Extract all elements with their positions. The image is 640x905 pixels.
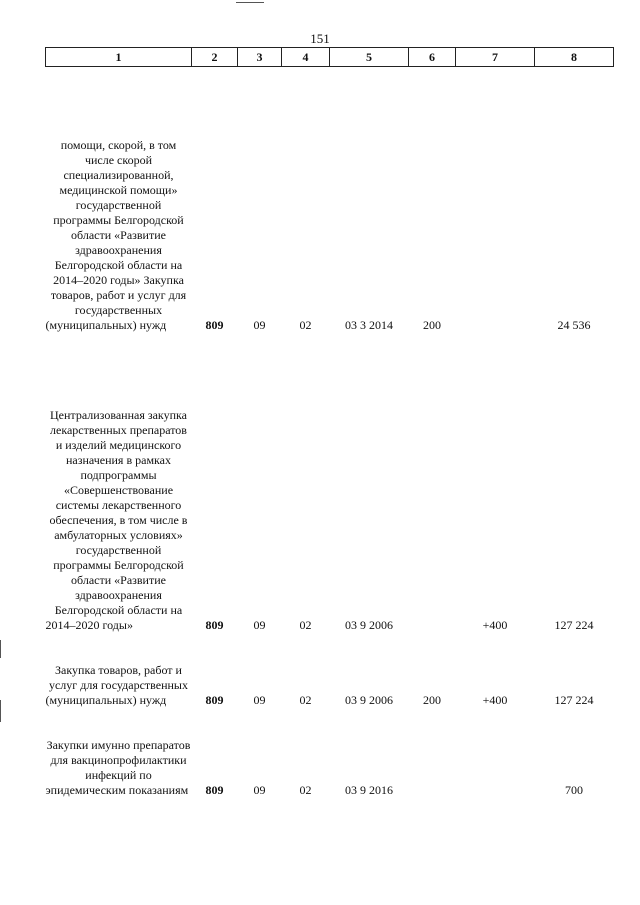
row-change <box>456 708 535 798</box>
row-code-3: 09 <box>253 782 266 797</box>
row-code-3: 09 <box>253 317 266 332</box>
row-code-5: 03 3 2014 <box>345 317 393 332</box>
row-change: +400 <box>482 692 508 707</box>
row-amount: 127 224 <box>554 617 594 632</box>
budget-table <box>45 47 614 798</box>
row-code-4: 02 <box>299 317 312 332</box>
row-code-5: 03 9 2006 <box>345 617 393 632</box>
header-col-7: 7 <box>456 48 535 67</box>
table-row <box>46 633 614 708</box>
header-col-6: 6 <box>409 48 456 67</box>
header-col-3: 3 <box>238 48 282 67</box>
header-col-5: 5 <box>330 48 409 67</box>
header-col-8: 8 <box>535 48 614 67</box>
row-amount: 127 224 <box>554 692 594 707</box>
row-description: помощи, скорой, в том числе скорой специализированной, медицинской помощи» государственной программы Белгородской области «Развитие здравоохранения Белгородской области на 2014–2020 годы» Закупка товаров, работ и услуг для государственных (муниципальных) нужд <box>45 137 187 332</box>
page-number: 151 <box>310 31 330 46</box>
row-code-6: 200 <box>423 317 441 332</box>
header-col-2: 2 <box>192 48 238 67</box>
row-description: Централизованная закупка лекарственных препаратов и изделий медицинского назначения в рамках подпрограммы «Совершенствование системы лекарственного обеспечения, в том числе в амбулаторных условиях» государственной программы Белгородской области «Развитие здравоохранения Белгородской области на 2014–2020 годы» <box>45 407 188 632</box>
header-col-4: 4 <box>282 48 330 67</box>
row-code-2: 809 <box>205 782 224 797</box>
row-code-5: 03 9 2006 <box>345 692 393 707</box>
header-col-1: 1 <box>46 48 192 67</box>
row-code-5: 03 9 2016 <box>345 782 393 797</box>
row-code-6 <box>409 708 456 798</box>
row-code-6: 200 <box>423 692 441 707</box>
row-code-2: 809 <box>205 617 224 632</box>
row-description: Закупка товаров, работ и услуг для государственных (муниципальных) нужд <box>45 662 188 707</box>
row-amount: 24 536 <box>557 317 591 332</box>
row-code-4: 02 <box>299 782 312 797</box>
row-change <box>456 67 535 333</box>
row-code-6 <box>409 333 456 633</box>
row-code-3: 09 <box>253 692 266 707</box>
table-row <box>46 708 614 798</box>
scan-mark <box>236 2 264 3</box>
table-row <box>46 333 614 633</box>
row-amount: 700 <box>565 782 583 797</box>
row-change: +400 <box>482 617 508 632</box>
table-row <box>46 67 614 333</box>
row-code-3: 09 <box>253 617 266 632</box>
scan-mark <box>0 700 1 722</box>
row-code-4: 02 <box>299 692 312 707</box>
row-code-4: 02 <box>299 617 312 632</box>
scan-mark <box>0 640 1 658</box>
table-header-row <box>46 48 614 67</box>
row-code-2: 809 <box>205 317 224 332</box>
row-description: Закупки имунно препаратов для вакцинопрофилактики инфекций по эпидемическим показаниям <box>45 737 191 797</box>
row-code-2: 809 <box>205 692 224 707</box>
